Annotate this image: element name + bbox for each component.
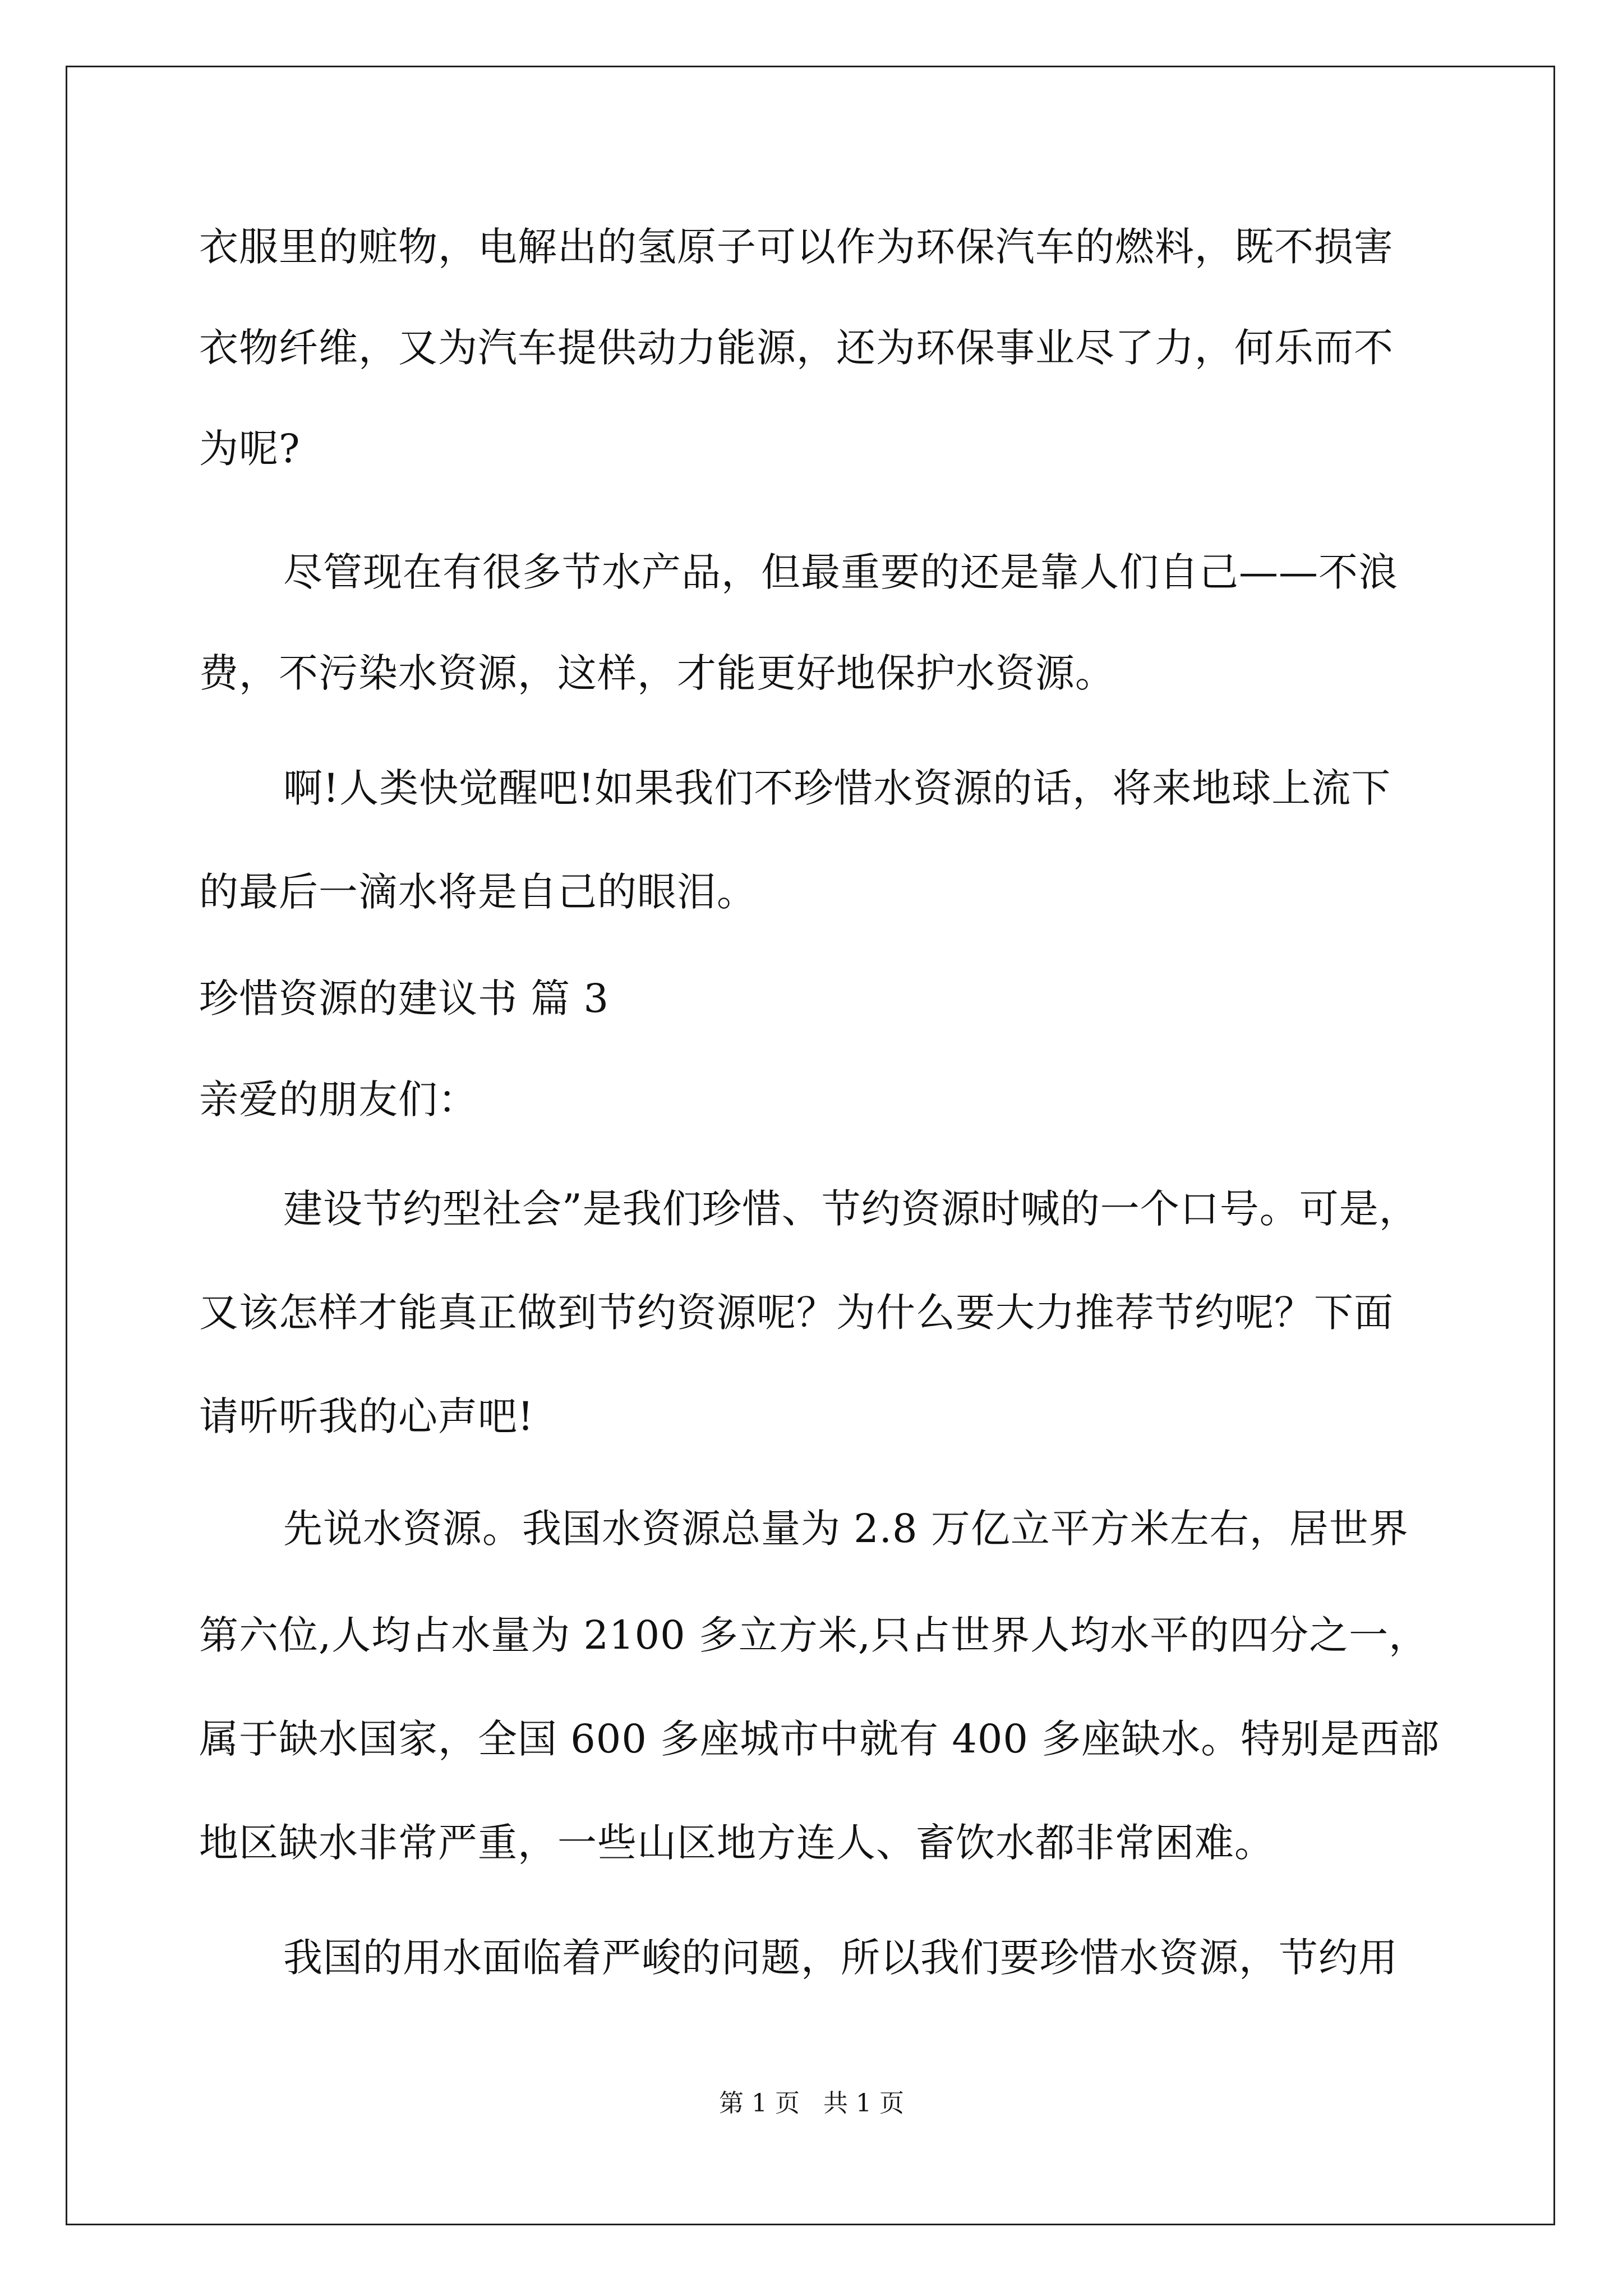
text-line: 为呢? (199, 426, 301, 472)
text-line: 又该怎样才能真正做到节约资源呢？为什么要大力推荐节约呢？下面 (199, 1290, 1394, 1336)
text-line: 第六位,人均占水量为 2100 多立方米,只占世界人均水平的四分之一， (199, 1612, 1429, 1658)
paragraph-start: 尽管现在有很多节水产品，但最重要的还是靠人们自己——不浪 (283, 549, 1398, 595)
paragraph-start: 先说水资源。我国水资源总量为 2.8 万亿立平方米左右，居世界 (283, 1506, 1409, 1552)
text-line: 的最后一滴水将是自己的眼泪。 (199, 869, 757, 915)
paragraph-start: 啊!人类快觉醒吧!如果我们不珍惜水资源的话，将来地球上流下 (283, 765, 1391, 811)
text-line: 属于缺水国家，全国 600 多座城市中就有 400 多座缺水。特别是西部 (199, 1716, 1440, 1762)
text-line: 费，不污染水资源，这样，才能更好地保护水资源。 (199, 650, 1115, 696)
salutation: 亲爱的朋友们： (199, 1076, 478, 1122)
section-heading: 珍惜资源的建议书 篇 3 (199, 976, 610, 1022)
text-line: 地区缺水非常严重，一些山区地方连人、畜饮水都非常困难。 (199, 1820, 1274, 1866)
page-number-footer: 第 1 页 共 1 页 (719, 2089, 904, 2118)
paragraph-start: 我国的用水面临着严峻的问题，所以我们要珍惜水资源，节约用 (283, 1935, 1398, 1981)
paragraph-start: 建设节约型社会”是我们珍惜、节约资源时喊的一个口号。可是， (283, 1186, 1419, 1232)
text-line: 请听听我的心声吧! (199, 1393, 534, 1439)
text-line: 衣服里的赃物，电解出的氢原子可以作为环保汽车的燃料，既不损害 (199, 224, 1394, 270)
page-border (66, 66, 1555, 2225)
text-line: 衣物纤维，又为汽车提供动力能源，还为环保事业尽了力，何乐而不 (199, 325, 1394, 371)
